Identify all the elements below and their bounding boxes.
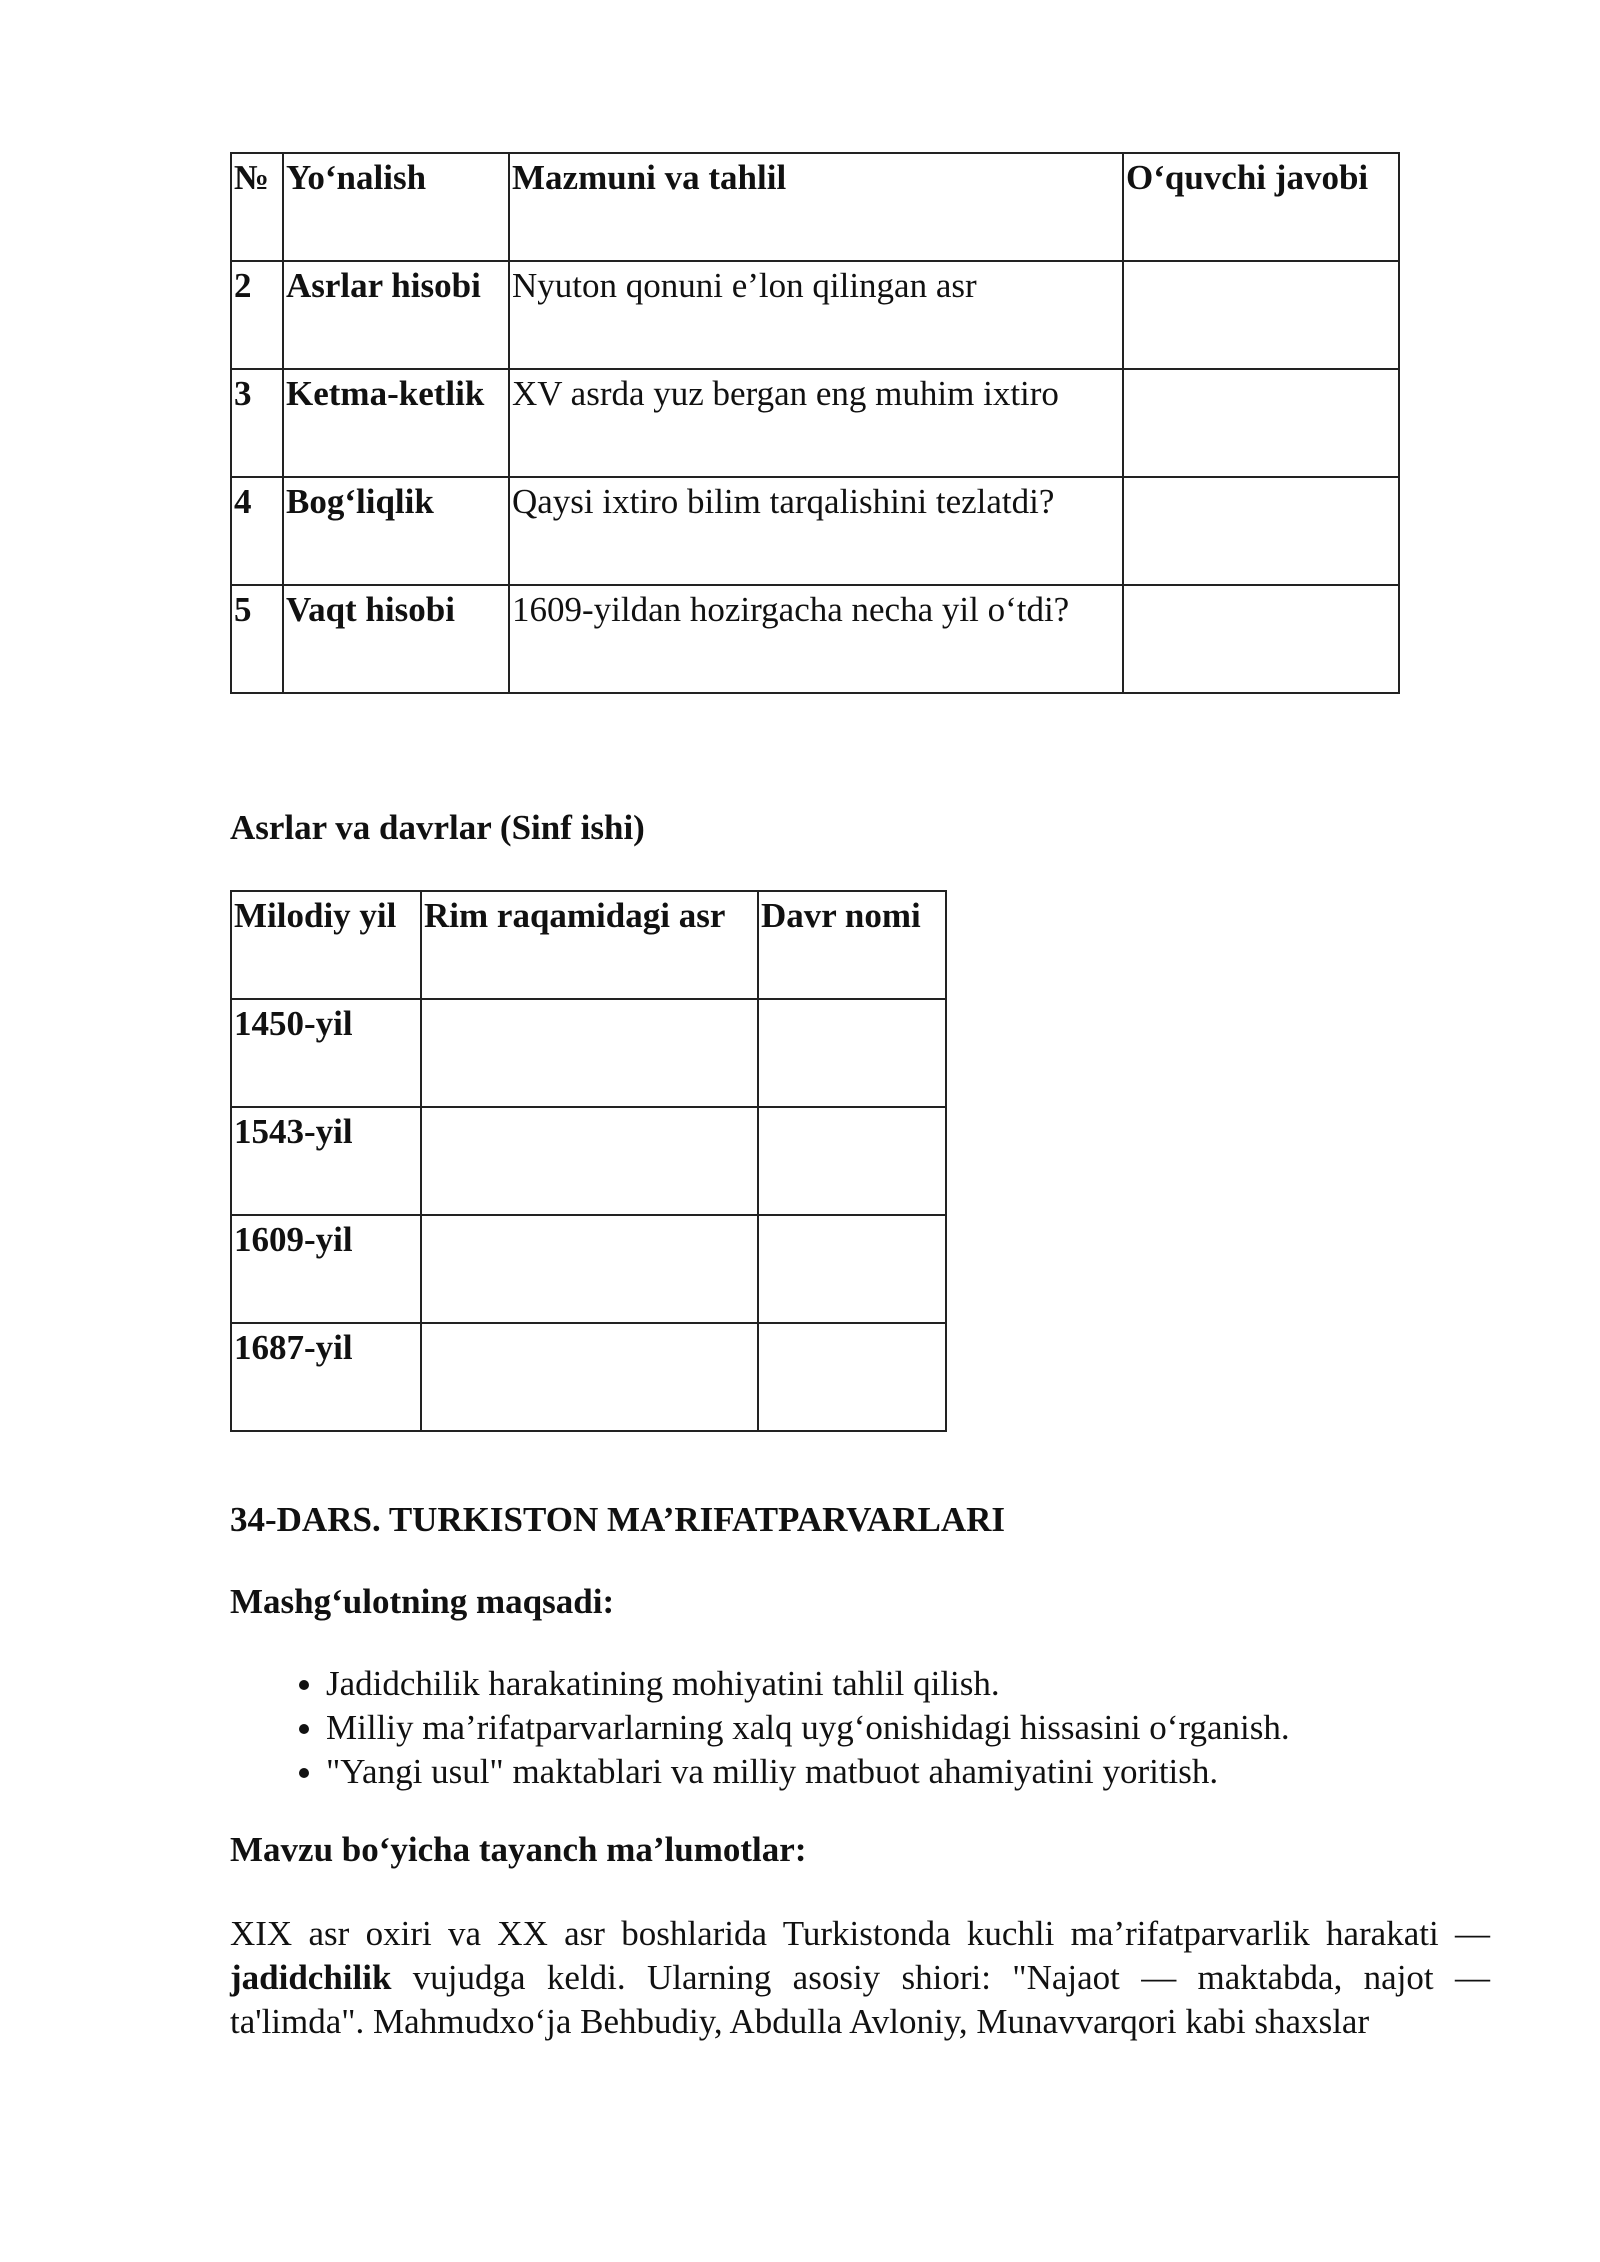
column-header-content: Mazmuni va tahlil: [509, 153, 1123, 261]
row-direction: Bog‘liqlik: [283, 477, 509, 585]
centuries-table: [230, 890, 947, 1432]
row-year: 1543-yil: [231, 1107, 421, 1215]
column-header-period-name: Davr nomi: [758, 891, 946, 999]
goals-heading: Mashg‘ulotning maqsadi:: [230, 1582, 615, 1621]
row-content: 1609-yildan hozirgacha necha yil o‘tdi?: [509, 585, 1123, 693]
table-header-row: [231, 153, 1399, 261]
period-name-cell[interactable]: [758, 1323, 946, 1431]
lesson-title: 34-DARS. TURKISTON MA’RIFATPARVARLARI: [230, 1500, 1005, 1539]
table-row: [231, 477, 1399, 585]
row-direction: Asrlar hisobi: [283, 261, 509, 369]
list-item: • Milliy ma’rifatparvarlarning xalq uyg‘onishidagi hissasini o‘rganish.: [326, 1706, 1410, 1750]
row-year: 1687-yil: [231, 1323, 421, 1431]
row-year: 1609-yil: [231, 1215, 421, 1323]
row-number: 2: [231, 261, 283, 369]
answer-cell[interactable]: [1123, 477, 1399, 585]
list-item: • Jadidchilik harakatining mohiyatini tahlil qilish.: [326, 1662, 1410, 1706]
table-header-row: [231, 891, 946, 999]
roman-century-cell[interactable]: [421, 1323, 758, 1431]
period-name-cell[interactable]: [758, 1107, 946, 1215]
body-paragraph: [230, 1912, 1490, 2044]
analysis-table: [230, 152, 1400, 694]
period-name-cell[interactable]: [758, 999, 946, 1107]
row-direction: Vaqt hisobi: [283, 585, 509, 693]
column-header-number: №: [231, 153, 283, 261]
roman-century-cell[interactable]: [421, 1215, 758, 1323]
row-number: 3: [231, 369, 283, 477]
table-row: [231, 1323, 946, 1431]
column-header-year: Milodiy yil: [231, 891, 421, 999]
answer-cell[interactable]: [1123, 585, 1399, 693]
table-row: [231, 261, 1399, 369]
column-header-direction: Yo‘nalish: [283, 153, 509, 261]
table-row: [231, 369, 1399, 477]
paragraph-text-start: XIX asr oxiri va XX asr boshlarida Turkistonda kuchli ma’rifatparvarlik harakati —: [230, 1914, 1490, 1953]
paragraph-bold-term: jadidchilik: [230, 1958, 392, 1997]
section-title: Asrlar va davrlar (Sinf ishi): [230, 808, 645, 847]
roman-century-cell[interactable]: [421, 999, 758, 1107]
row-number: 5: [231, 585, 283, 693]
row-year: 1450-yil: [231, 999, 421, 1107]
answer-cell[interactable]: [1123, 261, 1399, 369]
row-number: 4: [231, 477, 283, 585]
column-header-roman-century: Rim raqamidagi asr: [421, 891, 758, 999]
goals-list: [230, 1662, 1410, 1794]
roman-century-cell[interactable]: [421, 1107, 758, 1215]
table-row: [231, 585, 1399, 693]
row-content: XV asrda yuz bergan eng muhim ixtiro: [509, 369, 1123, 477]
row-content: Qaysi ixtiro bilim tarqalishini tezlatdi?: [509, 477, 1123, 585]
table-row: [231, 1215, 946, 1323]
row-content: Nyuton qonuni e’lon qilingan asr: [509, 261, 1123, 369]
answer-cell[interactable]: [1123, 369, 1399, 477]
row-direction: Ketma-ketlik: [283, 369, 509, 477]
column-header-answer: O‘quvchi javobi: [1123, 153, 1399, 261]
table-row: [231, 1107, 946, 1215]
table-row: [231, 999, 946, 1107]
period-name-cell[interactable]: [758, 1215, 946, 1323]
info-heading: Mavzu bo‘yicha tayanch ma’lumotlar:: [230, 1830, 807, 1869]
list-item: • "Yangi usul" maktablari va milliy matbuot ahamiyatini yoritish.: [326, 1750, 1410, 1794]
paragraph-text-end: vujudga keldi. Ularning asosiy shiori: "Najaot — maktabda, najot — ta'limda". Mahmudxo‘ja Behbudiy, Abdulla Avloniy, Munavvarqori kabi shaxslar: [230, 1958, 1490, 2041]
